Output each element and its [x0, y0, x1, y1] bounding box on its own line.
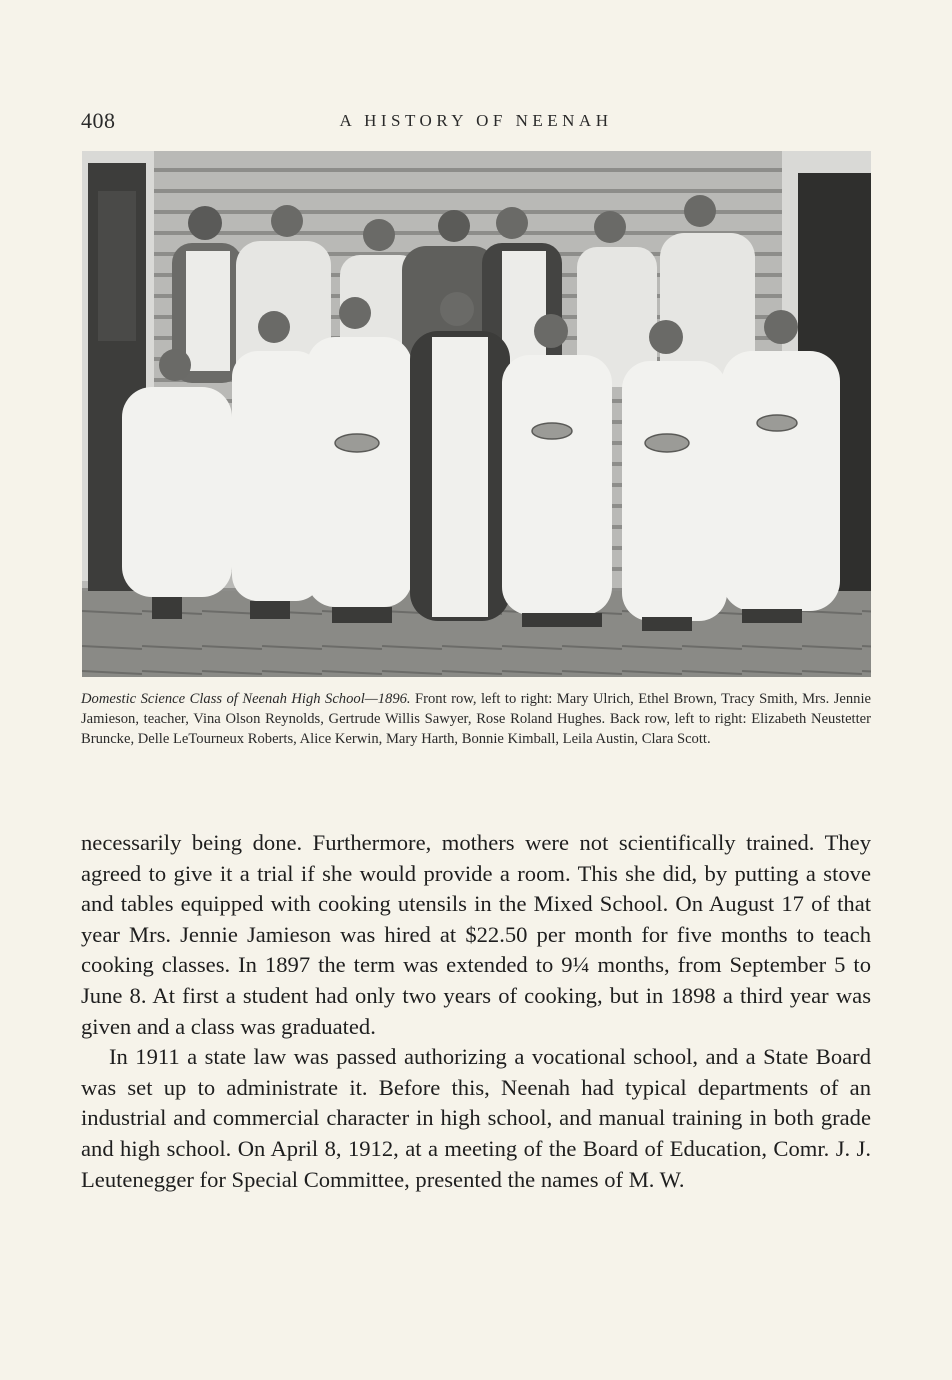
running-head: A HISTORY OF NEENAH — [339, 111, 613, 130]
class-photograph — [82, 151, 871, 677]
caption-text: Front row, left to right: Mary Ulrich, Ethel Brown, Tracy Smith, Mrs. Jennie Jamieson, teacher, Vina Olson Reynolds, Gertrude Willis Sawyer, Rose Roland Hughes. Back row, left to right: Elizabeth Neustetter Bruncke, Delle LeTourneux Roberts, Alice Kerwin, Mary Harth, Bonnie Kimball, Leila Austin, Clara Scott. — [81, 691, 871, 747]
body-text — [81, 828, 871, 1195]
page-number: 408 — [81, 108, 116, 133]
caption-title: Domestic Science Class of Neenah High School—1896. — [81, 691, 411, 707]
photo-caption — [81, 689, 871, 749]
photograph-illustration — [82, 151, 871, 677]
paragraph-2: In 1911 a state law was passed authorizing a vocational school, and a State Board was set up to administrate it. Before this, Neenah had typical departments of an industrial and commercial character in high school, and manual training in both grade and high school. On April 8, 1912, at a meeting of the Board of Education, Comr. J. J. Leutenegger for Special Committee, presented the names of M. W. — [81, 1044, 871, 1192]
paragraph-1: necessarily being done. Furthermore, mothers were not scientifically trained. They agreed to give it a trial if she would provide a room. This she did, by putting a stove and tables equipped with cooking utensils in the Mixed School. On August 17 of that year Mrs. Jennie Jamieson was hired at $22.50 per month for five months to teach cooking classes. In 1897 the term was extended to 9¼ months, from September 5 to June 8. At first a student had only two years of cooking, but in 1898 a third year was given and a class was graduated. — [81, 830, 871, 1039]
